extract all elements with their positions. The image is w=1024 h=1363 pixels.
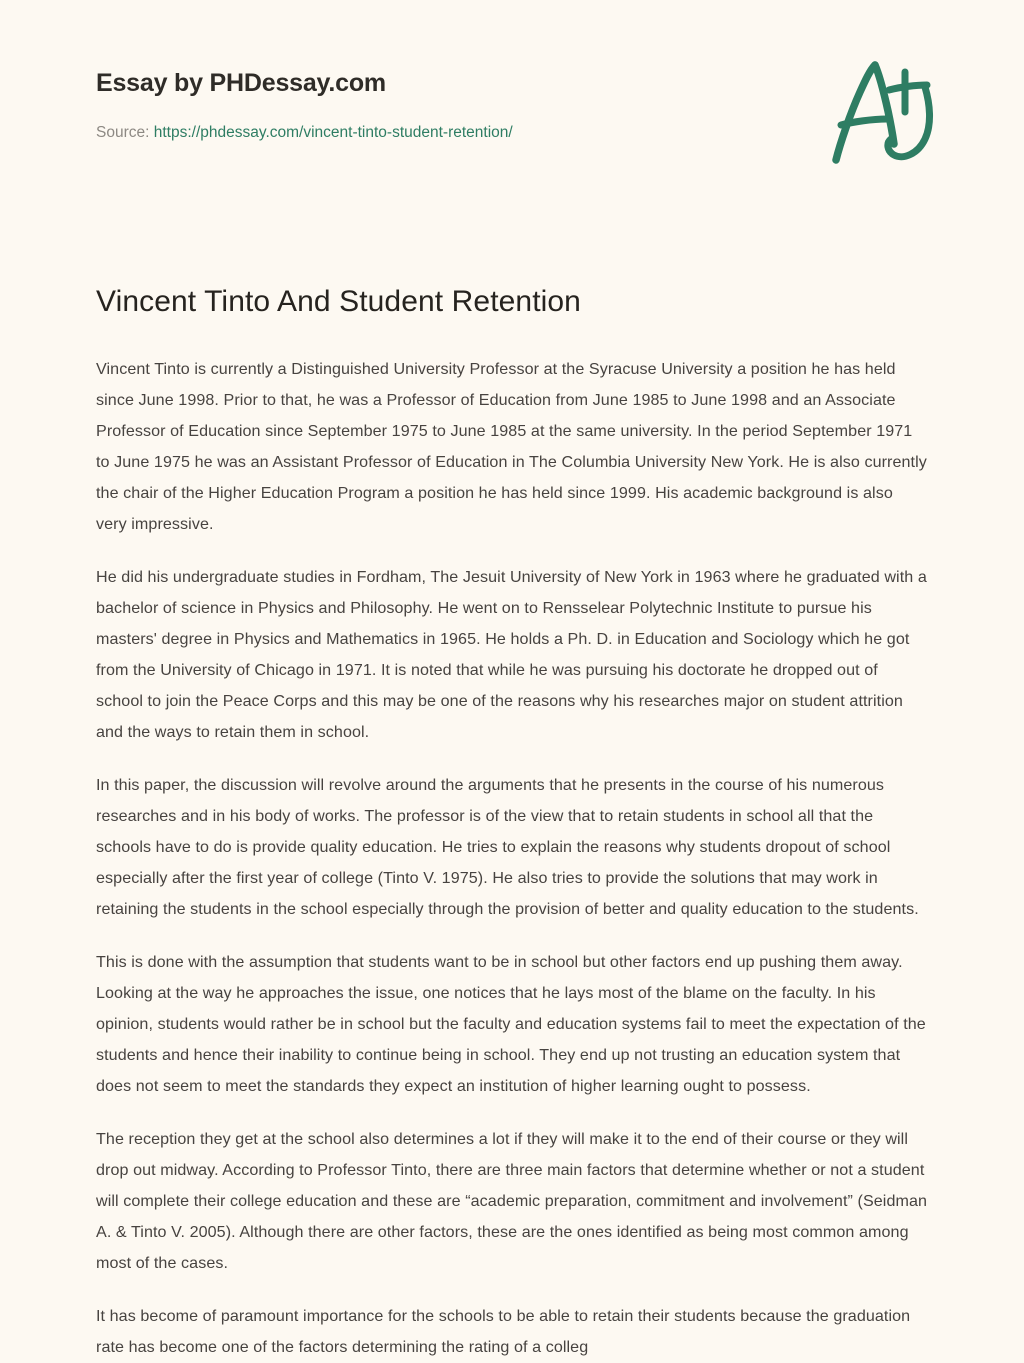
paragraph: This is done with the assumption that students want to be in school but other factors end up pushing them away. Looking at the way he approaches the issue, one notices that he lays most of the blame on the faculty. In his opinion, students would rather be in school but the faculty and education systems fail to meet the expectation of the students and hence their inability to continue being in school. They end up not trusting an education system that does not seem to meet the standards they expect an institution of higher learning ought to possess.: [96, 952, 926, 1095]
a-plus-logo-icon: [826, 56, 944, 166]
page-title: Vincent Tinto And Student Retention: [96, 285, 581, 318]
source-link[interactable]: https://phdessay.com/vincent-tinto-student-retention/: [153, 124, 513, 141]
essay-body: [0, 354, 1024, 1363]
source-label: Source:: [96, 124, 150, 141]
brand-title: Essay by PHDessay.com: [96, 69, 386, 97]
paragraph: He did his undergraduate studies in Fordham, The Jesuit University of New York in 1963 where he graduated with a bachelor of science in Physics and Philosophy. He went on to Rensselear Polytechnic Institute to pursue his masters' degree in Physics and Mathematics in 1965. He holds a Ph. D. in Education and Sociology which he got from the University of Chicago in 1971. It is noted that while he was pursuing his doctorate he dropped out of school to join the Peace Corps and this may be one of the reasons why his researches major on student attrition and the ways to retain them in school.: [96, 567, 927, 741]
paragraph: Vincent Tinto is currently a Distinguished University Professor at the Syracuse University a position he has held since June 1998. Prior to that, he was a Professor of Education from June 1985 to June 1998 and an Associate Professor of Education since September 1975 to June 1985 at the same university. In the period September 1971 to June 1975 he was an Assistant Professor of Education in The Columbia University New York. He is also currently the chair of the Higher Education Program a position he has held since 1999. His academic background is also very impressive.: [96, 359, 927, 533]
paragraph: In this paper, the discussion will revolve around the arguments that he presents in the course of his numerous researches and in his body of works. The professor is of the view that to retain students in school all that the schools have to do is provide quality education. He tries to explain the reasons why students dropout of school especially after the first year of college (Tinto V. 1975). He also tries to provide the solutions that may work in retaining the students in the school especially through the provision of better and quality education to the students.: [96, 775, 919, 918]
page-header: [0, 0, 1024, 166]
source-line: [96, 123, 513, 143]
paragraph: The reception they get at the school also determines a lot if they will make it to the end of their course or they will drop out midway. According to Professor Tinto, there are three main factors that determine whether or not a student will complete their college education and these are “academic preparation, commitment and involvement” (Seidman A. & Tinto V. 2005). Although there are other factors, these are the ones identified as being most common among most of the cases.: [96, 1129, 928, 1272]
paragraph: It has become of paramount importance for the schools to be able to retain their students because the graduation rate has become one of the factors determining the rating of a colleg: [96, 1306, 911, 1356]
header-text-block: [96, 62, 513, 143]
